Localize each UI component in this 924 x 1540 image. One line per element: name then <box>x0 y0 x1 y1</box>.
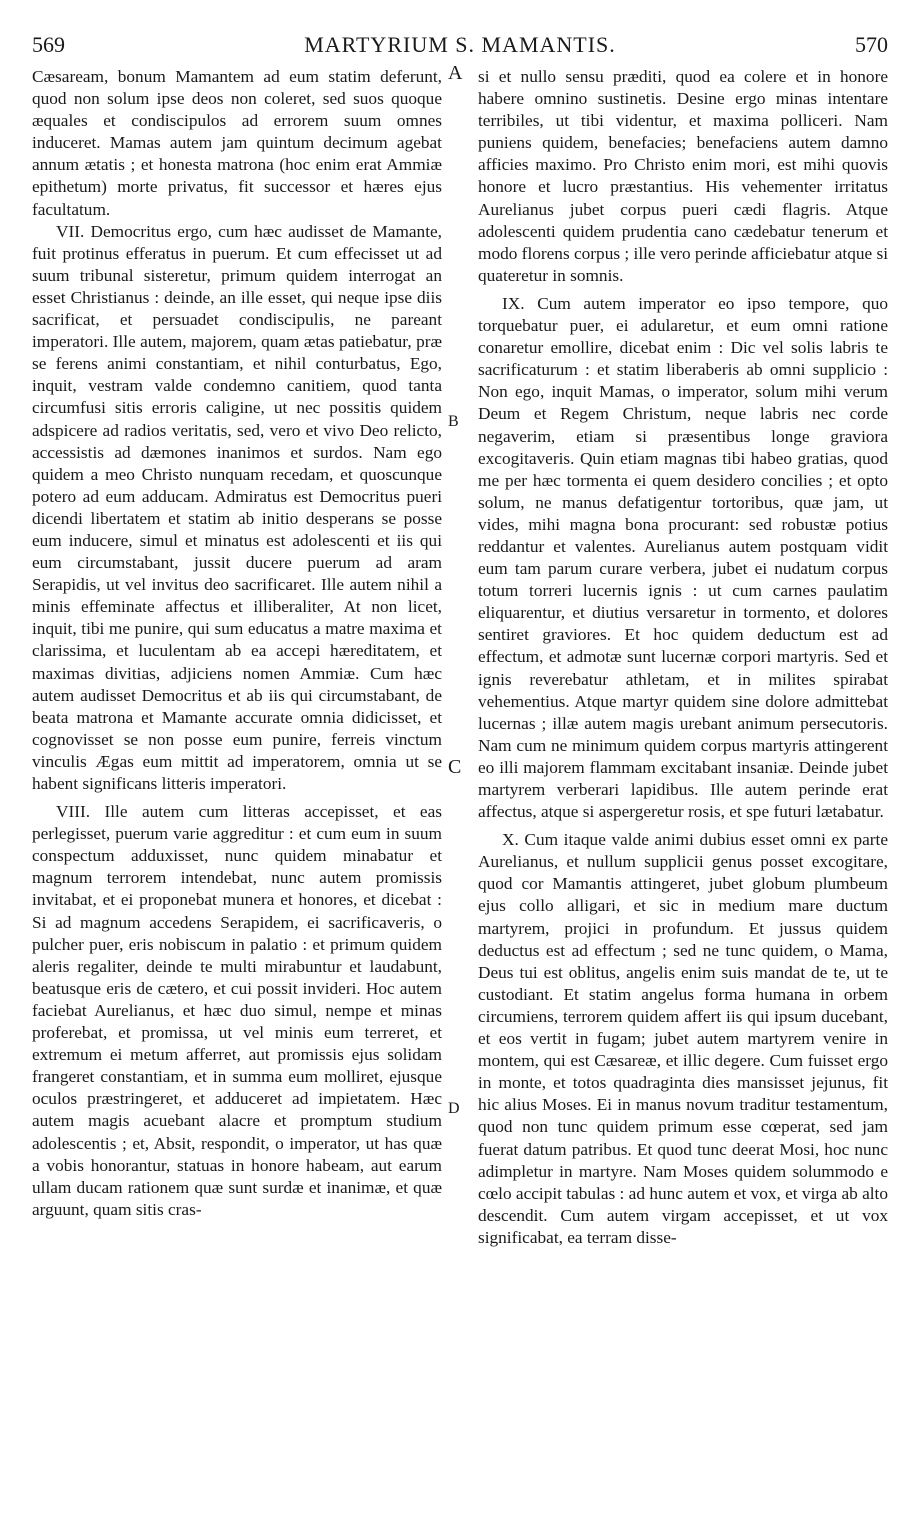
section-marker-a: A <box>448 62 463 84</box>
page-number-right: 570 <box>855 32 888 57</box>
left-column <box>32 66 442 1221</box>
page-number-left: 569 <box>32 32 65 57</box>
paragraph-x: X. Cum itaque valde animi dubius esset omni ex parte Aurelianus, et nullum supplicii genus posset excogitare, quod cor Mamantis attingeret, jubet globum plumbeum ejus collo alligari, et sic in medium mare ductum martyrem, projici in profundum. Et jussus quidem deductus est ad effectum ; sed ne tunc quidem, o Mama, Deus tui est oblitus, angelis enim suis mandat de te, ut te custodiant. Et statim angelus forma humana in orbem circumiens, terrorem quidem affert iis qui ipsum ducebant, et eos vertit in fugam; jubet autem martyrem venire in montem, qui est Cæsareæ, et illic degere. Cum fuisset ergo in monte, et totos quadraginta dies mansisset jejunus, fit hic alius Moses. Ei in manus novum traditur testamentum, quod non tunc quidem primum esse cœperat, sed jam fuerat datum patribus. Et quod tunc deerat Mosi, hoc nunc adimpletur in martyre. Nam Moses quidem solummodo e cœlo accipit tabulas : ad hunc autem et vox, et virga ab alto descendit. Cum autem virgam accepisset, et ut vox significabat, ea terram disse- <box>478 830 888 1247</box>
paragraph-viii: VIII. Ille autem cum litteras accepisset, et eas perlegisset, puerum varie aggreditur : et cum eum in suum conspectum adduxisset, nunc quidem minabatur et magnum terrorem intendebat, nunc autem promissis invitabat, et ei proponebat munera et honores, et dicebat : Si ad magnum accedens Serapidem, ei sacrificaveris, o pulcher puer, eris nobiscum in palatio : et primum quidem aleris regaliter, deinde te multi mirabuntur et laudabunt, beatusque eris de cætero, et cui possit invideri. Hoc autem faciebat Aurelianus, et hæc duo simul, nempe et minas proferebat, et promissa, ut vel minis eum terreret, et extremum ei metum afferret, aut promissis ejus solidam frangeret constantiam, et in summa eum molliret, ejusque oculos præstringeret, et adduceret ad impietatem. Hæc autem magis acuebant alacre et promptum studium adolescentis ; et, Absit, respondit, o imperator, ut has quæ a vobis honorantur, statuas in honore habeam, aut earum ullam ducam rationem quæ sunt surdæ et inanimæ, et quæ arguunt, quam sitis cras- <box>32 802 442 1219</box>
section-marker-b: B <box>448 413 459 430</box>
section-marker-c: C <box>448 756 462 778</box>
paragraph-continuation: Cæsaream, bonum Mamantem ad eum statim deferunt, quod non solum ipse deos non coleret, sed suos quoque æquales et condiscipulos ad errorem suum omnes induceret. Mamas autem jam quintum decimum agebat annum ætatis ; et honesta matrona (hoc enim erat Ammiæ epithetum) morte privatus, fit successor et hæres ejus facultatum. <box>32 67 442 219</box>
paragraph-vii: VII. Democritus ergo, cum hæc audisset de Mamante, fuit protinus efferatus in puerum. Et cum effecisset ut ad suum tribunal sisteretur, primum quidem interrogat an esset Christianus : deinde, an ille esset, qui neque ipse diis sacrificat, et persuadet condiscipulis, ne pareant imperatori. Ille autem, majorem, quam ætas patiebatur, præ se ferens animi constantiam, et nihil conturbatus, Ego, inquit, vestram valde condemno canitiem, quod tanta circumfusi sitis erroris caligine, ut nec possitis quidem adspicere ad radios veritatis, sed, vero et vivo Deo relicto, accessistis ad dæmones inanimos et surdos. Nam ego quidem a meo Christo nunquam recedam, et quoscunque potero ad eum adducam. Admiratus est Democritus pueri dicendi libertatem et statim ab initio desperans se posse eum inducere, simul et minatus est adolescenti et iis qui eum circumstabant, jussit ducere puerum ad aram Serapidis, ut vel invitus deo sacrificaret. Ille autem nihil a minis effeminate affectus et illiberaliter, At non licet, inquit, tibi me punire, qui sum educatus a matre maxima et clarissima, et luculentam ab ea accepi hæreditatem, et maximas divitias, adjiciens nomen Ammiæ. Cum hæc autem audisset Democritus et ab iis qui circumstabant, de beata matrona et Mamante accurate omnia didicisset, et cognovisset se non posse eum punire, ferreis vinctum vinculis Ægas eum mittit ad imperatorem, omnia ut se habent significans litteris imperatori. <box>32 221 442 793</box>
paragraph-ix: IX. Cum autem imperator eo ipso tempore, quo torquebatur puer, ei adularetur, et eum omni ratione conaretur emollire, dicebat enim : Dic vel solis labris te sacrificaturum : et statim liberaberis ab omni supplicio : Non ego, inquit Mamas, o imperator, solum mihi verum Deum et Regem Christum, neque labris nec corde negaverim, etiam si præsentibus longe graviora excogitaveris. Quin etiam magnas tibi habeo gratias, quod me per hæc tormenta ei quem desidero concilies ; et opto solum, ne manus defatigentur tortoribus, quæ jam, ut vides, mihi magna bona procurant: sed robustæ potius reddantur et valentes. Aurelianus autem postquam vidit eum tam parum curare verbera, jubet ei nudatum corpus totum torreri lucernis ignis : ut cum carnes paulatim eliquarentur, et diutius versaretur in tormento, et dolores sentiret graviores. Et hoc quidem deductum est ad effectum, et admotæ sunt lucernæ corpori martyris. Sed et ignis reverebatur athletam, et in milites spirabat vehementius. Atque martyr quidem sine dolore admittebat lucernas ; illæ autem magis urebant animum persecutoris. Nam cum ne minimum quidem corpus martyris attingerent eo illi majorem flammam excitabant insaniæ. Deinde jubet martyrem verberari lapidibus. Ille autem perinde erat affectus, atque si aspergeretur rosis, et spe futuri lætabatur. <box>478 293 888 822</box>
running-title: MARTYRIUM S. MAMANTIS. <box>304 32 616 57</box>
section-marker-d: D <box>448 1100 460 1117</box>
paragraph-continuation-right: si et nullo sensu præditi, quod ea colere et in honore habere omnino sustinetis. Desine ergo minas intentare terribiles, ut tibi videntur, et maxima polliceri. Nam puniens quidem, benefacies; benefaciens autem damno afficies maximo. Pro Christo enim mori, est mihi quovis honore et lucro præstantius. His vehementer irritatus Aurelianus jubet corpus pueri cædi flagris. Atque adolescenti quidem prudentia cano cædebatur tenerum et modo florens corpus ; ille vero perinde afficiebatur atque si quateretur in somnis. <box>478 67 888 285</box>
page-header <box>32 30 888 60</box>
right-column <box>478 66 888 1249</box>
